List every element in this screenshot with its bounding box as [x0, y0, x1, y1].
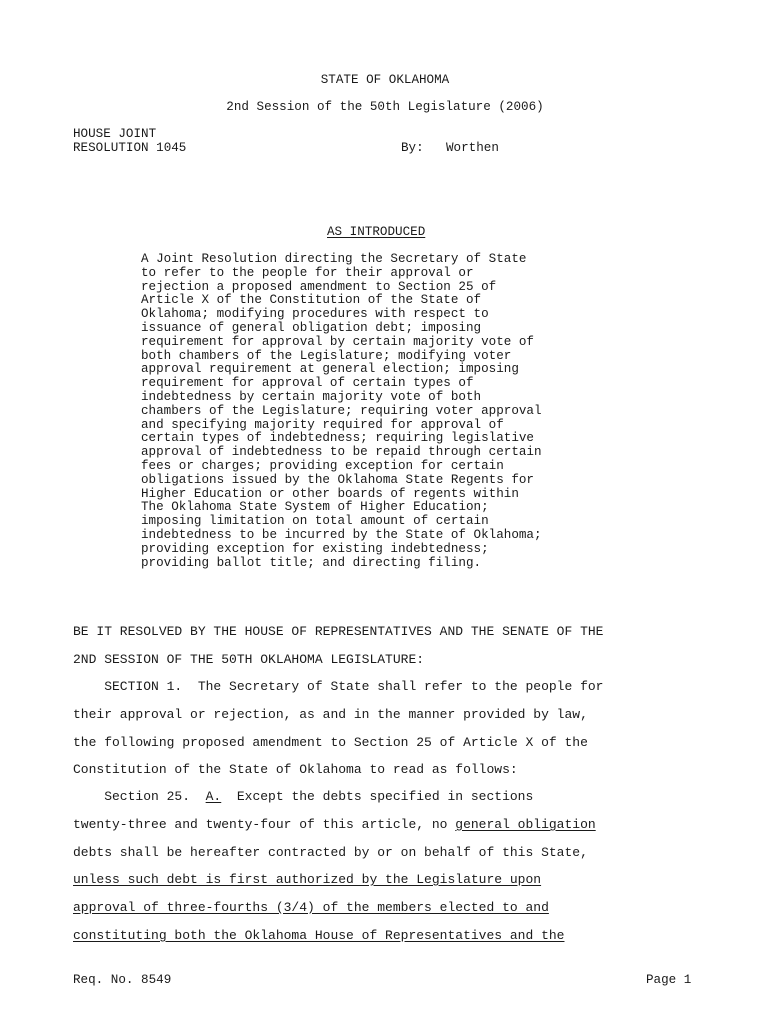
- section-1-line-1: SECTION 1. The Secretary of State shall refer to the people for: [73, 679, 604, 694]
- author-label: By:: [401, 141, 424, 155]
- abstract-line: both chambers of the Legislature; modifying voter: [141, 348, 512, 363]
- abstract-line: fees or charges; providing exception for certain: [141, 458, 504, 473]
- section-25-prefix: Section 25.: [73, 789, 206, 804]
- abstract-line: chambers of the Legislature; requiring voter approval: [141, 403, 542, 418]
- measure-type: HOUSE JOINT: [73, 127, 157, 141]
- section-25-line-3: debts shall be hereafter contracted by or on behalf of this State,: [73, 845, 588, 860]
- session-title: 2nd Session of the 50th Legislature (2006): [226, 100, 544, 114]
- section-25-heading: [73, 790, 533, 804]
- subsection-a-marker: A.: [205, 789, 222, 804]
- section-1-line-4: Constitution of the State of Oklahoma to read as follows:: [73, 762, 518, 777]
- section-1-line-2: their approval or rejection, as and in the manner provided by law,: [73, 707, 588, 722]
- abstract-line: rejection a proposed amendment to Section 25 of: [141, 279, 497, 294]
- abstract-line: approval of indebtedness to be repaid through certain: [141, 445, 542, 460]
- section-25-line-4: unless such debt is first authorized by the Legislature upon: [73, 872, 542, 887]
- abstract-line: approval requirement at general election; imposing: [141, 362, 519, 377]
- section-25-line-5: approval of three-fourths (3/4) of the members elected to and: [73, 900, 549, 915]
- section-1-line-3: the following proposed amendment to Section 25 of Article X of the: [73, 735, 588, 750]
- abstract-line: A Joint Resolution directing the Secretary of State: [141, 252, 527, 266]
- abstract-line: and specifying majority required for approval of: [141, 417, 504, 432]
- section-25-line-6: constituting both the Oklahoma House of Representatives and the: [73, 928, 565, 943]
- abstract-line: to refer to the people for their approval or: [141, 265, 474, 280]
- abstract-line: requirement for approval of certain types of: [141, 376, 474, 391]
- inserted-text: general obligation: [455, 817, 596, 832]
- abstract-line: obligations issued by the Oklahoma State Regents for: [141, 472, 534, 487]
- page-number: Page 1: [646, 973, 692, 987]
- abstract-line: imposing limitation on total amount of certain: [141, 514, 489, 529]
- abstract-line: Article X of the Constitution of the State of: [141, 293, 482, 308]
- abstract-line: requirement for approval by certain majority vote of: [141, 334, 534, 349]
- abstract-line: issuance of general obligation debt; imposing: [141, 320, 482, 335]
- resolved-clause-line-1: BE IT RESOLVED BY THE HOUSE OF REPRESENTATIVES AND THE SENATE OF THE: [73, 624, 604, 639]
- section-25-text: Except the debts specified in sections: [221, 789, 534, 804]
- abstract-line: indebtedness to be incurred by the State of Oklahoma;: [141, 527, 542, 542]
- abstract-line: certain types of indebtedness; requiring legislative: [141, 431, 534, 446]
- abstract-line: Higher Education or other boards of regents within: [141, 486, 519, 501]
- abstract-line: Oklahoma; modifying procedures with respect to: [141, 307, 489, 322]
- resolved-clause-line-2: 2ND SESSION OF THE 50TH OKLAHOMA LEGISLATURE:: [73, 652, 425, 667]
- abstract-line: indebtedness by certain majority vote of both: [141, 389, 482, 404]
- resolution-abstract: [141, 253, 631, 570]
- section-25-line-2: [73, 818, 596, 832]
- state-title: STATE OF OKLAHOMA: [320, 73, 450, 87]
- abstract-line: The Oklahoma State System of Higher Education;: [141, 500, 489, 515]
- section-25-line-2-text: twenty-three and twenty-four of this article, no: [73, 817, 456, 832]
- abstract-line: providing exception for existing indebtedness;: [141, 541, 489, 556]
- request-number: Req. No. 8549: [73, 973, 172, 987]
- introduced-status: AS INTRODUCED: [327, 225, 426, 239]
- measure-number: RESOLUTION 1045: [73, 141, 187, 155]
- author-name: Worthen: [446, 141, 499, 155]
- abstract-line: providing ballot title; and directing filing.: [141, 555, 482, 570]
